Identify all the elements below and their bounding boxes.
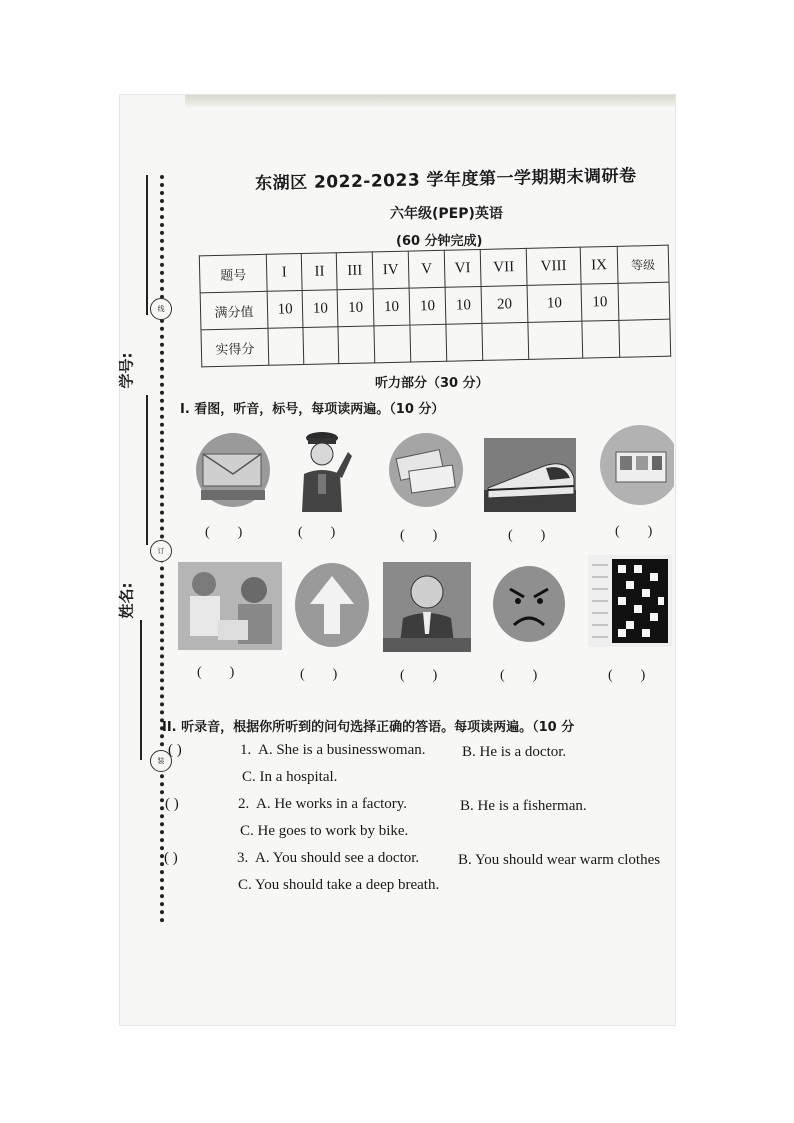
table-cell xyxy=(618,282,670,320)
answer-blank[interactable]: ( ) xyxy=(500,668,538,683)
exam-subtitle: 六年级(PEP)英语 xyxy=(390,206,503,222)
answer-blank[interactable]: ( ) xyxy=(205,525,243,540)
score-input-cell[interactable] xyxy=(619,319,671,357)
table-cell: 10 xyxy=(409,287,445,325)
answer-blank[interactable]: ( ) xyxy=(165,796,179,812)
table-cell: 10 xyxy=(581,283,619,321)
column-header: 等级 xyxy=(617,245,669,283)
column-header: VII xyxy=(481,248,527,286)
score-input-cell[interactable] xyxy=(528,321,583,359)
exam-title: 东湖区 2022-2023 学年度第一学期期末调研卷 xyxy=(254,166,637,194)
name-label: 姓名: xyxy=(117,582,136,619)
question-number: 2. xyxy=(238,796,250,812)
option-b: B. He is a doctor. xyxy=(462,744,567,760)
answer-blank[interactable]: ( ) xyxy=(168,742,182,758)
column-header: V xyxy=(409,250,445,288)
cut-mark-icon: 装 xyxy=(150,750,172,772)
score-input-cell[interactable] xyxy=(446,323,484,361)
cut-mark-icon: 线 xyxy=(150,298,172,320)
option-c: C. You should take a deep breath. xyxy=(238,877,440,893)
hospital-scene-picture xyxy=(178,562,282,650)
answer-blank[interactable]: ( ) xyxy=(608,668,646,683)
column-header: VIII xyxy=(526,247,581,285)
paper-top-shadow xyxy=(185,95,675,107)
businessman-picture xyxy=(383,562,471,652)
score-table xyxy=(199,245,671,368)
margin-line xyxy=(140,620,142,760)
column-header: IX xyxy=(580,246,618,284)
column-header: III xyxy=(337,252,373,290)
table-cell: 10 xyxy=(445,286,483,324)
option-c: C. He goes to work by bike. xyxy=(240,823,409,839)
score-input-cell[interactable] xyxy=(582,320,620,358)
up-arrow-picture xyxy=(294,562,370,648)
score-input-cell[interactable] xyxy=(303,327,339,365)
answer-blank[interactable]: ( ) xyxy=(400,528,438,543)
question-number: 3. xyxy=(237,850,249,866)
stamps-picture xyxy=(598,424,674,506)
column-header: I xyxy=(266,254,302,292)
score-input-cell[interactable] xyxy=(268,327,304,365)
row-label: 题号 xyxy=(199,254,267,293)
row-label: 满分值 xyxy=(200,291,268,330)
score-input-cell[interactable] xyxy=(482,322,528,360)
train-picture xyxy=(484,438,576,512)
section1-instruction: I. 看图，听音，标号，每项读两遍。（10 分） xyxy=(180,402,445,417)
table-cell: 10 xyxy=(302,290,338,328)
tickets-picture xyxy=(388,432,464,508)
option-a: A. She is a businesswoman. xyxy=(258,742,426,758)
option-a: A. You should see a doctor. xyxy=(255,850,420,866)
score-input-cell[interactable] xyxy=(374,325,412,363)
answer-blank[interactable]: ( ) xyxy=(300,667,338,682)
answer-blank[interactable]: ( ) xyxy=(164,850,178,866)
answer-blank[interactable]: ( ) xyxy=(508,528,546,543)
angry-face-icon xyxy=(492,565,566,643)
cut-mark-icon: 订 xyxy=(150,540,172,562)
margin-line xyxy=(146,395,148,545)
column-header: IV xyxy=(372,251,410,289)
score-input-cell[interactable] xyxy=(338,326,374,364)
option-b: B. You should wear warm clothes xyxy=(458,852,661,868)
answer-blank[interactable]: ( ) xyxy=(615,524,653,539)
table-cell: 10 xyxy=(373,288,411,326)
table-cell: 10 xyxy=(338,289,374,327)
table-cell: 10 xyxy=(267,291,303,329)
answer-blank[interactable]: ( ) xyxy=(400,668,438,683)
question-number: 1. xyxy=(240,742,252,758)
table-cell: 20 xyxy=(481,285,527,323)
envelope-picture xyxy=(195,432,271,508)
policeman-picture xyxy=(288,430,356,512)
option-b: B. He is a fisherman. xyxy=(460,798,587,814)
row-label: 实得分 xyxy=(201,328,269,367)
crossword-puzzle-picture xyxy=(588,555,672,647)
option-c: C. In a hospital. xyxy=(242,769,338,785)
option-a: A. He works in a factory. xyxy=(256,796,408,812)
margin-line xyxy=(146,175,148,315)
listening-heading: 听力部分（30 分） xyxy=(375,376,489,391)
section2-instruction: II. 听录音，根据你所听到的问句选择正确的答语。每项读两遍。（10 分 xyxy=(162,720,575,735)
student-number-label: 学号: xyxy=(117,352,136,389)
column-header: VI xyxy=(444,249,482,287)
column-header: II xyxy=(302,253,338,291)
table-cell: 10 xyxy=(527,284,582,322)
time-note: (60 分钟完成) xyxy=(396,234,483,249)
score-input-cell[interactable] xyxy=(410,324,446,362)
answer-blank[interactable]: ( ) xyxy=(197,665,235,680)
answer-blank[interactable]: ( ) xyxy=(298,525,336,540)
